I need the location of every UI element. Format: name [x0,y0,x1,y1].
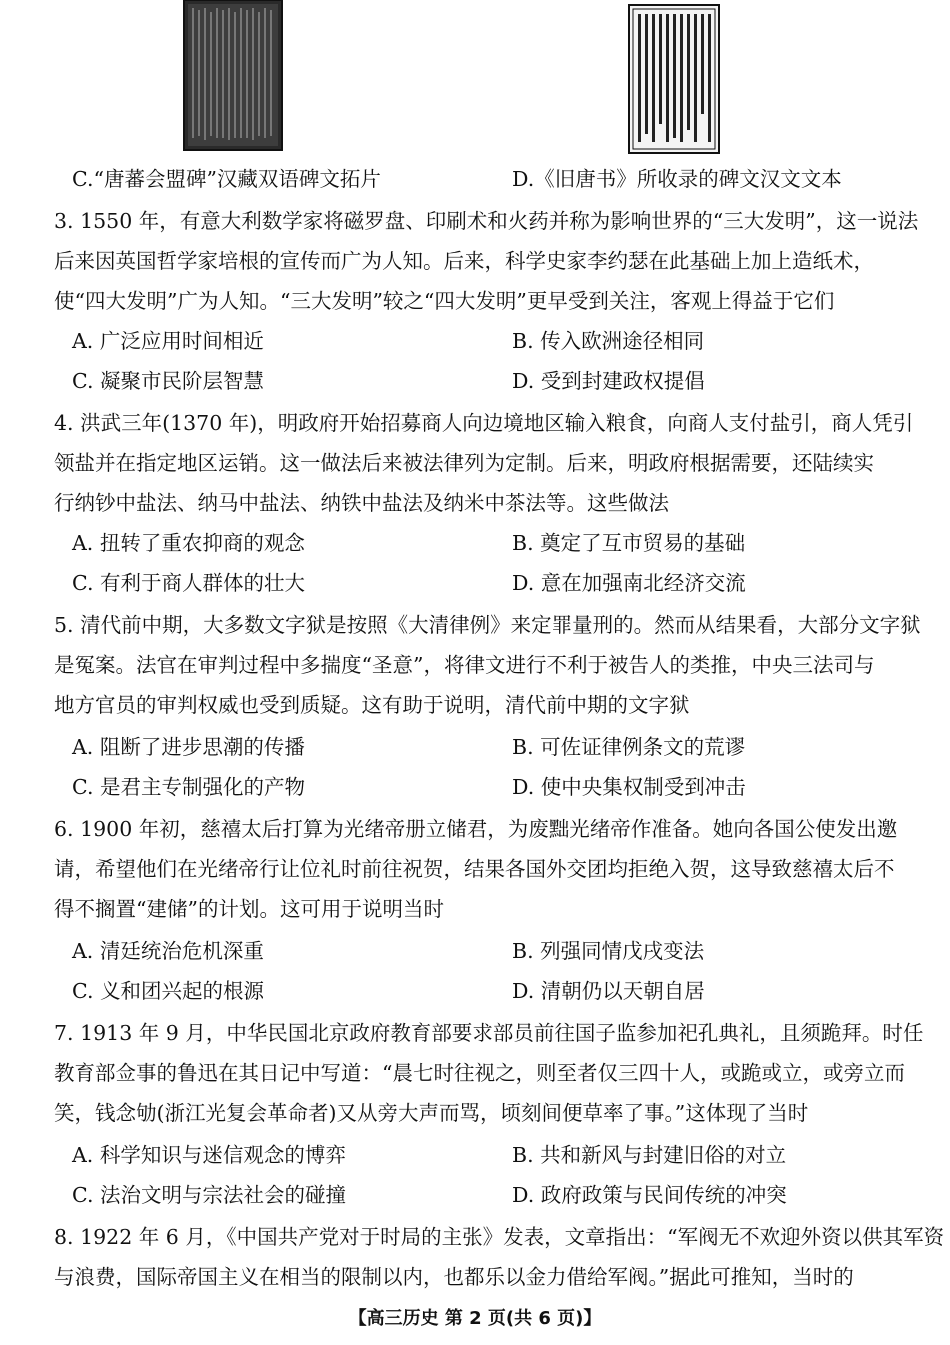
q3-option-b: B. 传入欧洲途径相同 [512,329,705,353]
q4-line-3: 行纳钞中盐法、纳马中盐法、纳铁中盐法及纳米中茶法等。这些做法 [54,491,669,515]
stele-rubbing-image [178,0,288,152]
q7-option-a: A. 科学知识与迷信观念的博弈 [72,1143,346,1167]
q3-option-a: A. 广泛应用时间相近 [72,329,264,353]
q6-option-d: D. 清朝仍以天朝自居 [512,979,705,1003]
q6-line-3: 得不搁置“建储”的计划。这可用于说明当时 [54,897,444,921]
q5-option-b: B. 可佐证律例条文的荒谬 [512,735,746,759]
q7-line-2: 教育部佥事的鲁迅在其日记中写道：“晨七时往视之，则至者仅三四十人，或跪或立，或旁立而 [54,1061,905,1085]
page-footer: 【高三历史 第 2 页(共 6 页)】 [348,1308,602,1329]
q7-line-1: 7. 1913 年 9 月，中华民国北京政府教育部要求部员前往国子监参加祀孔典礼，且须跪拜。时任 [54,1021,924,1045]
q3-line-2: 后来因英国哲学家培根的宣传而广为人知。后来，科学史家李约瑟在此基础上加上造纸术， [54,249,874,273]
q7-option-d: D. 政府政策与民间传统的冲突 [512,1183,787,1207]
q3-line-3: 使“四大发明”广为人知。“三大发明”较之“四大发明”更早受到关注，客观上得益于它们 [54,289,835,313]
q6-option-a: A. 清廷统治危机深重 [72,939,264,963]
book-text-image [628,4,720,154]
q4-option-c: C. 有利于商人群体的壮大 [72,571,305,595]
q4-option-a: A. 扭转了重农抑商的观念 [72,531,305,555]
option-d-caption: D.《旧唐书》所收录的碑文汉文文本 [512,167,842,191]
q6-option-c: C. 义和团兴起的根源 [72,979,264,1003]
q7-line-3: 笑，钱念劬(浙江光复会革命者)又从旁大声而骂，顷刻间便草率了事。”这体现了当时 [54,1101,809,1125]
q6-line-1: 6. 1900 年初，慈禧太后打算为光绪帝册立储君，为废黜光绪帝作准备。她向各国公使发出邀 [54,817,898,841]
q8-line-1: 8. 1922 年 6 月，《中国共产党对于时局的主张》发表，文章指出：“军阀无不欢迎外资以供其军资 [54,1225,945,1249]
q8-line-2: 与浪费，国际帝国主义在相当的限制以内，也都乐以金力借给军阀。”据此可推知，当时的 [54,1265,854,1289]
q7-option-b: B. 共和新风与封建旧俗的对立 [512,1143,787,1167]
q4-option-d: D. 意在加强南北经济交流 [512,571,746,595]
q4-option-b: B. 奠定了互市贸易的基础 [512,531,746,555]
q6-line-2: 请，希望他们在光绪帝行让位礼时前往祝贺，结果各国外交团均拒绝入贺，这导致慈禧太后不 [54,857,895,881]
q7-option-c: C. 法治文明与宗法社会的碰撞 [72,1183,346,1207]
q5-option-a: A. 阻断了进步思潮的传播 [72,735,305,759]
q3-option-c: C. 凝聚市民阶层智慧 [72,369,264,393]
q3-option-d: D. 受到封建政权提倡 [512,369,705,393]
q5-option-c: C. 是君主专制强化的产物 [72,775,305,799]
q3-line-1: 3. 1550 年，有意大利数学家将磁罗盘、印刷术和火药并称为影响世界的“三大发明”，这一说法 [54,209,919,233]
q4-line-2: 领盐并在指定地区运销。这一做法后来被法律列为定制。后来，明政府根据需要，还陆续实 [54,451,874,475]
q5-line-1: 5. 清代前中期，大多数文字狱是按照《大清律例》来定罪量刑的。然而从结果看，大部分文字狱 [54,613,921,637]
q4-line-1: 4. 洪武三年(1370 年)，明政府开始招募商人向边境地区输入粮食，向商人支付盐引，商人凭引 [54,411,914,435]
option-c-caption: C.“唐蕃会盟碑”汉藏双语碑文拓片 [72,167,381,191]
q5-line-3: 地方官员的审判权威也受到质疑。这有助于说明，清代前中期的文字狱 [54,693,690,717]
q5-line-2: 是冤案。法官在审判过程中多揣度“圣意”，将律文进行不利于被告人的类推，中央三法司与 [54,653,875,677]
q5-option-d: D. 使中央集权制受到冲击 [512,775,746,799]
q6-option-b: B. 列强同情戊戌变法 [512,939,705,963]
